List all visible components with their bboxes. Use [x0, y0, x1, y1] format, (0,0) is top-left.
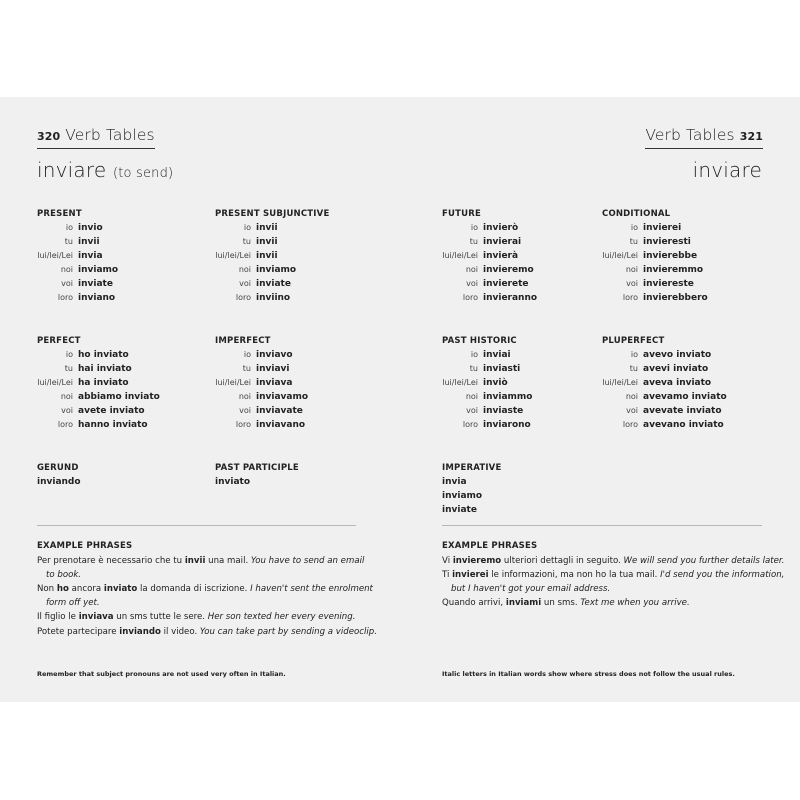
- conjugation-row: [602, 390, 727, 404]
- example-text: le informazioni, ma non ho la tua mail.: [488, 570, 661, 581]
- translation-text: You can take part by sending a videoclip.: [199, 626, 377, 637]
- pronoun: tu: [629, 237, 638, 247]
- verb-form: invierò: [483, 223, 519, 233]
- conjugation-row: [37, 221, 118, 235]
- verb-form: ho inviato: [78, 350, 129, 360]
- verb-form: invia: [442, 477, 467, 487]
- example-text: Potete partecipare: [37, 626, 120, 637]
- example-text: Non: [37, 584, 57, 595]
- example-text: Vi: [442, 556, 453, 567]
- tense-conditional: [602, 207, 708, 306]
- translation-text: Her son texted her every evening.: [207, 612, 356, 623]
- pronoun: voi: [61, 406, 73, 416]
- verb-form: hai inviato: [78, 364, 132, 375]
- conjugation-row: [215, 404, 308, 418]
- example-phrases: [442, 539, 784, 610]
- conjugation-row: [442, 362, 532, 376]
- tense-imperfect: [215, 334, 308, 433]
- verb-form: invieremmo: [643, 265, 704, 276]
- conjugation-row: [442, 390, 532, 404]
- pronoun: tu: [469, 237, 478, 247]
- verb-infinitive: inviare: [692, 158, 762, 182]
- conjugation-row: [602, 263, 708, 277]
- conjugation-row: [37, 263, 118, 277]
- tense-title: PRESENT: [37, 209, 82, 219]
- tense-title: GERUND: [37, 463, 79, 473]
- conjugation-row: [37, 235, 118, 249]
- pronoun: loro: [57, 420, 73, 430]
- pronoun: loro: [235, 293, 251, 303]
- verb-form: inviavano: [256, 420, 306, 431]
- highlighted-verb: inviami: [505, 598, 542, 609]
- verb-form: inviai: [483, 350, 511, 360]
- book-spread: [0, 97, 800, 702]
- verb-form: inviavo: [256, 350, 293, 360]
- conjugation-row: [442, 221, 537, 235]
- tense-title: IMPERATIVE: [442, 463, 502, 473]
- example-line: [442, 554, 784, 568]
- pronoun: lui/lei/Lei: [37, 251, 73, 261]
- conjugation-row: [442, 376, 532, 390]
- conjugation-row: [37, 277, 118, 291]
- conjugation-row: [602, 249, 708, 263]
- example-line: [37, 582, 377, 596]
- tense-pluperfect: [602, 334, 727, 433]
- verb-form: invii: [256, 237, 278, 248]
- tense-title: PAST HISTORIC: [442, 336, 517, 346]
- conjugation-row: [602, 404, 727, 418]
- pronoun: loro: [622, 293, 638, 303]
- tense-future: [442, 207, 537, 306]
- conjugation-row: [442, 418, 532, 432]
- translation-text: but I haven't got your email address.: [451, 584, 611, 595]
- conjugation-row: [215, 348, 308, 362]
- example-text: un sms.: [541, 598, 581, 609]
- highlighted-verb: ho: [56, 584, 69, 595]
- footnote: Italic letters in Italian words show where stress does not follow the usual rules.: [442, 670, 735, 678]
- pronoun: noi: [465, 392, 478, 402]
- pronoun: loro: [235, 420, 251, 430]
- conjugation-row: [215, 277, 329, 291]
- conjugation-row: [215, 249, 329, 263]
- pronoun: voi: [61, 279, 73, 289]
- highlighted-verb: invieremo: [452, 556, 502, 567]
- example-text: Il figlio le: [37, 612, 79, 623]
- example-text: ulteriori dettagli in seguito.: [501, 556, 624, 567]
- pronoun: io: [65, 223, 73, 232]
- conjugation-row: [602, 291, 708, 305]
- verb-form: inviato: [215, 477, 251, 487]
- verb-form: invierete: [483, 279, 529, 290]
- example-text: una mail.: [205, 556, 251, 567]
- tense-title: CONDITIONAL: [602, 209, 671, 219]
- highlighted-verb: inviava: [78, 612, 114, 623]
- conjugation-row: [37, 390, 160, 404]
- conjugation-row: [602, 235, 708, 249]
- example-line: [37, 610, 377, 624]
- pronoun: loro: [462, 420, 478, 430]
- pronoun: io: [470, 350, 478, 359]
- tense-past-participle: [215, 461, 299, 489]
- example-text: il video.: [160, 626, 200, 637]
- conjugation-row: [37, 291, 118, 305]
- page-number: 320: [37, 130, 61, 143]
- tense-title: PLUPERFECT: [602, 336, 665, 346]
- verb-form: invii: [256, 223, 278, 233]
- header-rule: [645, 148, 763, 149]
- verb-title: [37, 158, 173, 182]
- conjugation-row: [215, 291, 329, 305]
- example-line: [442, 582, 784, 596]
- conjugation-row: [215, 390, 308, 404]
- section-divider: [37, 525, 356, 526]
- conjugation-row: [442, 235, 537, 249]
- verb-form: hanno inviato: [78, 420, 148, 431]
- highlighted-verb: invierei: [452, 570, 489, 581]
- conjugation-row: [37, 362, 160, 376]
- verb-form: invieresti: [643, 237, 691, 248]
- verb-form: inviavate: [256, 406, 303, 417]
- conjugation-row: [215, 263, 329, 277]
- highlighted-verb: invii: [184, 556, 206, 567]
- conjugation-row: [602, 362, 727, 376]
- verb-form: aveva inviato: [643, 378, 712, 389]
- pronoun: tu: [242, 364, 251, 374]
- example-line: [37, 596, 377, 610]
- pronoun: lui/lei/Lei: [602, 251, 638, 261]
- tense-title: PERFECT: [37, 336, 81, 346]
- conjugation-row: [37, 249, 118, 263]
- verb-form: inviava: [256, 378, 293, 389]
- pronoun: lui/lei/Lei: [442, 251, 478, 261]
- tense-imperative: [442, 461, 501, 517]
- tense-past-historic: [442, 334, 532, 433]
- example-line: [442, 596, 784, 610]
- verb-form: inviate: [442, 505, 477, 516]
- pronoun: tu: [242, 237, 251, 247]
- verb-form: inviavi: [256, 364, 290, 375]
- pronoun: tu: [64, 237, 73, 247]
- conjugation-row: [442, 277, 537, 291]
- conjugation-row: [215, 418, 308, 432]
- pronoun: lui/lei/Lei: [602, 378, 638, 388]
- right-page: [400, 97, 800, 702]
- header-rule: [37, 148, 155, 149]
- right-page-header: [645, 126, 763, 144]
- conjugation-row: [215, 362, 308, 376]
- conjugation-row: [37, 348, 160, 362]
- verb-form: inviò: [483, 378, 508, 389]
- pronoun: lui/lei/Lei: [215, 378, 251, 388]
- header-title: Verb Tables: [65, 126, 155, 144]
- pronoun: loro: [57, 293, 73, 303]
- verb-form: invierei: [643, 223, 682, 233]
- verb-form: invierebbe: [643, 251, 698, 262]
- conjugation-row: [602, 376, 727, 390]
- verb-title: [693, 158, 762, 182]
- example-line: [37, 568, 377, 582]
- conjugation-row: [37, 404, 160, 418]
- verb-form: avevi inviato: [643, 364, 709, 375]
- verb-form: avevano inviato: [643, 420, 724, 431]
- conjugation-row: [442, 263, 537, 277]
- verb-form: inviate: [256, 279, 291, 290]
- pronoun: voi: [466, 406, 478, 416]
- verb-form: invieremo: [483, 265, 534, 276]
- verb-form: invierebbero: [643, 293, 708, 304]
- translation-text: to book.: [46, 570, 82, 581]
- pronoun: voi: [626, 406, 638, 416]
- conjugation-row: [602, 418, 727, 432]
- verb-form: abbiamo inviato: [78, 392, 160, 403]
- translation-text: I haven't sent the enrolment: [250, 584, 373, 595]
- example-text: Quando arrivi,: [442, 598, 506, 609]
- translation-text: I'd send you the information,: [660, 570, 785, 581]
- conjugation-row: [442, 348, 532, 362]
- verb-form: inviavamo: [256, 392, 309, 403]
- pronoun: io: [243, 223, 251, 232]
- page-number: 321: [739, 130, 763, 143]
- verb-form: invierai: [483, 237, 522, 248]
- footnote: Remember that subject pronouns are not used very often in Italian.: [37, 670, 286, 678]
- verb-form: inviamo: [256, 265, 297, 276]
- translation-text: We will send you further details later.: [623, 556, 785, 567]
- pronoun: voi: [466, 279, 478, 289]
- conjugation-row: [215, 235, 329, 249]
- header-title: Verb Tables: [645, 126, 735, 144]
- verb-form: inviano: [78, 293, 116, 304]
- tense-gerund: [37, 461, 81, 489]
- verb-form: inviasti: [483, 364, 521, 375]
- verb-form: inviammo: [483, 392, 533, 403]
- pronoun: noi: [465, 265, 478, 275]
- verb-form: invii: [256, 251, 278, 262]
- conjugation-row: [215, 376, 308, 390]
- pronoun: io: [630, 223, 638, 232]
- pronoun: lui/lei/Lei: [215, 251, 251, 261]
- conjugation-row: [442, 249, 537, 263]
- conjugation-row: [442, 291, 537, 305]
- verb-form: invieranno: [483, 293, 538, 304]
- verb-form: inviarono: [483, 420, 531, 431]
- pronoun: loro: [462, 293, 478, 303]
- conjugation-row: [215, 221, 329, 235]
- conjugation-row: [602, 221, 708, 235]
- pronoun: lui/lei/Lei: [37, 378, 73, 388]
- translation-text: form off yet.: [46, 598, 100, 609]
- pronoun: noi: [625, 392, 638, 402]
- example-line: [442, 568, 784, 582]
- tense-title: PAST PARTICIPLE: [215, 463, 299, 473]
- verb-form: invii: [78, 237, 100, 248]
- pronoun: noi: [60, 392, 73, 402]
- verb-form: inviaste: [483, 406, 524, 417]
- example-text: la domanda di iscrizione.: [137, 584, 251, 595]
- pronoun: lui/lei/Lei: [442, 378, 478, 388]
- verb-form: avevate inviato: [643, 406, 722, 417]
- tense-perfect: [37, 334, 160, 433]
- pronoun: io: [630, 350, 638, 359]
- pronoun: io: [470, 223, 478, 232]
- conjugation-row: [37, 418, 160, 432]
- pronoun: tu: [64, 364, 73, 374]
- conjugation-row: [442, 404, 532, 418]
- verb-form: inviate: [78, 279, 113, 290]
- verb-form: invio: [78, 223, 103, 233]
- pronoun: tu: [629, 364, 638, 374]
- tense-title: IMPERFECT: [215, 336, 271, 346]
- example-line: [37, 625, 377, 639]
- left-page-header: [37, 126, 155, 144]
- verb-form: avevo inviato: [643, 350, 712, 360]
- tense-present: [37, 207, 118, 306]
- verb-form: avevamo inviato: [643, 392, 727, 403]
- example-text: Ti: [442, 570, 453, 581]
- section-divider: [442, 525, 762, 526]
- highlighted-verb: inviando: [119, 626, 161, 637]
- tense-title: PRESENT SUBJUNCTIVE: [215, 209, 330, 219]
- translation-text: Text me when you arrive.: [580, 598, 690, 609]
- tense-title: FUTURE: [442, 209, 481, 219]
- highlighted-verb: inviato: [103, 584, 138, 595]
- example-text: un sms tutte le sere.: [113, 612, 208, 623]
- verb-form: inviando: [37, 477, 81, 487]
- pronoun: io: [243, 350, 251, 359]
- verb-form: invierà: [483, 251, 519, 262]
- verb-form: inviamo: [78, 265, 119, 276]
- example-phrases: [37, 539, 377, 639]
- pronoun: noi: [625, 265, 638, 275]
- pronoun: loro: [622, 420, 638, 430]
- example-text: Per prenotare è necessario che tu: [37, 556, 185, 567]
- verb-form: inviamo: [442, 491, 483, 502]
- pronoun: io: [65, 350, 73, 359]
- verb-gloss: (to send): [112, 166, 174, 181]
- pronoun: tu: [469, 364, 478, 374]
- pronoun: noi: [238, 265, 251, 275]
- example-line: [37, 554, 377, 568]
- tense-present-subjunctive: [215, 207, 329, 306]
- pronoun: noi: [60, 265, 73, 275]
- verb-form: ha inviato: [78, 378, 129, 389]
- example-text: ancora: [68, 584, 104, 595]
- pronoun: voi: [239, 279, 251, 289]
- verb-form: inviino: [256, 293, 291, 304]
- left-page: [0, 97, 400, 702]
- conjugation-row: [602, 277, 708, 291]
- verb-form: avete inviato: [78, 406, 145, 417]
- examples-title: EXAMPLE PHRASES: [37, 541, 133, 551]
- verb-infinitive: inviare: [37, 158, 107, 182]
- pronoun: voi: [239, 406, 251, 416]
- pronoun: noi: [238, 392, 251, 402]
- pronoun: voi: [626, 279, 638, 289]
- conjugation-row: [602, 348, 727, 362]
- verb-form: invia: [78, 251, 103, 262]
- conjugation-row: [37, 376, 160, 390]
- translation-text: You have to send an email: [250, 556, 365, 567]
- examples-title: EXAMPLE PHRASES: [442, 541, 538, 551]
- verb-form: inviereste: [643, 279, 694, 290]
